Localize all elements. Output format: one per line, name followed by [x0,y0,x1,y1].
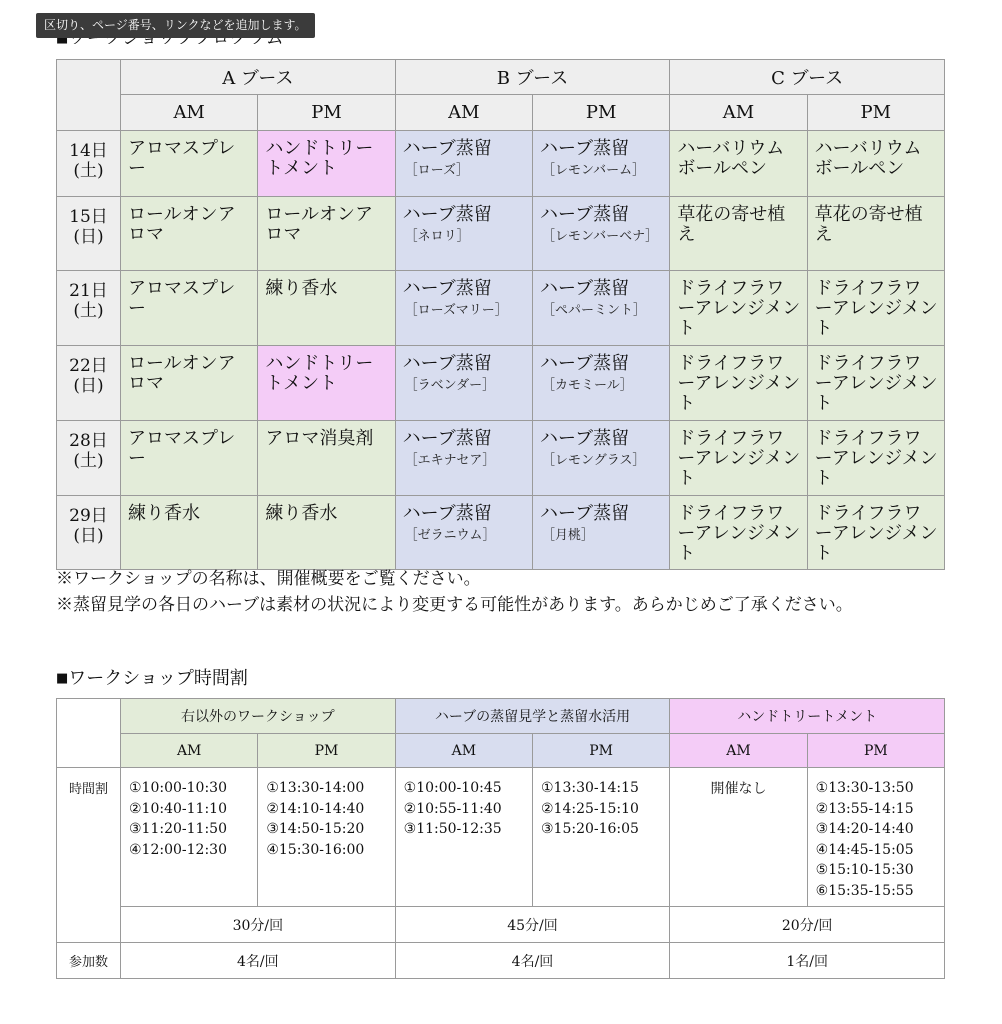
workshop-name: ハンドトリートメント [265,353,374,394]
duration-cell: 20分/回 [670,907,945,943]
square-bullet-icon: ■ [56,671,69,686]
ampm-header: PM [807,95,944,131]
time-slot: ③15:20-16:05 [540,821,639,837]
date-cell [57,496,121,570]
date-cell [57,421,121,496]
workshop-cell [670,197,807,271]
workshop-cell [670,131,807,197]
workshop-cell [395,197,532,271]
ampm-header: AM [670,95,807,131]
date-cell [57,197,121,271]
workshop-name: ハーバリウムボールペン [677,138,785,179]
schedule-row [57,421,945,496]
date-cell [57,131,121,197]
date-day: 15日 [69,207,108,227]
workshop-cell [807,271,944,346]
schedule-row [57,131,945,197]
date-day: 29日 [69,506,108,526]
workshop-cell [395,496,532,570]
workshop-name: ハーバリウムボールペン [814,138,922,179]
time-slot-cell [121,768,258,907]
workshop-name: 草花の寄せ植え [677,204,786,245]
date-cell [57,271,121,346]
time-slot: ⑤15:10-15:30 [815,862,914,878]
workshop-name: ハーブ蒸留 [539,138,630,159]
workshop-name: ハーブ蒸留 [539,428,630,449]
workshop-cell [395,346,532,421]
workshop-cell [807,346,944,421]
workshop-cell [258,131,395,197]
herb-name: ［ラベンダー］ [404,378,496,393]
workshop-cell [532,271,669,346]
workshop-name: ドライフラワーアレンジメント [677,353,801,414]
herb-name: ［ゼラニウム］ [404,528,496,543]
date-weekday: (日) [73,227,104,247]
time-slot: ⑥15:35-15:55 [815,882,914,899]
date-weekday: (日) [73,376,104,396]
duration-cell: 30分/回 [121,907,396,943]
date-day: 14日 [69,141,108,161]
capacity-cell: 1名/回 [670,943,945,979]
workshop-name: ドライフラワーアレンジメント [677,503,801,564]
time-slot: ③14:20-14:40 [815,821,914,837]
date-day: 21日 [69,281,108,301]
workshop-name: ロールオンアロマ [128,353,236,394]
workshop-name: ハーブ蒸留 [539,204,630,225]
ampm-header: AM [121,95,258,131]
workshop-name: ドライフラワーアレンジメント [814,503,938,564]
capacity-label: 参加数 [57,943,121,979]
time-slot: ②10:55-11:40 [403,800,502,817]
schedule-row [57,496,945,570]
booth-c-header: C ブース [670,60,945,95]
time-slot: ③11:50-12:35 [403,821,502,837]
time-slot-cell [532,768,669,907]
workshop-cell [807,131,944,197]
workshop-cell [532,131,669,197]
schedule-row [57,346,945,421]
ampm-header: AM [670,734,807,768]
workshop-name: アロマ消臭剤 [265,428,374,449]
workshop-name: ロールオンアロマ [265,204,373,245]
workshop-name: ハーブ蒸留 [539,353,630,374]
date-weekday: (日) [73,526,104,546]
date-weekday: (土) [73,301,104,321]
ampm-header: AM [121,734,258,768]
workshop-cell [258,346,395,421]
ampm-header: PM [807,734,944,768]
date-day: 28日 [69,431,108,451]
workshop-name: ハーブ蒸留 [402,204,492,225]
workshop-cell [121,131,258,197]
booth-b-header: B ブース [395,60,670,95]
time-slot: ②10:40-11:10 [129,800,227,817]
herb-name: ［ペパーミント］ [541,303,646,318]
ampm-header: PM [532,734,669,768]
workshop-name: ハーブ蒸留 [539,278,630,299]
workshop-name: 練り香水 [265,278,338,299]
workshop-cell [670,346,807,421]
time-slot: ②13:55-14:15 [815,800,914,817]
workshop-cell [258,496,395,570]
herb-name: ［レモングラス］ [541,453,646,468]
timetable-heading [56,664,248,690]
herb-name: ［エキナセア］ [404,453,496,468]
date-cell [57,346,121,421]
workshop-name: ハーブ蒸留 [539,503,630,524]
herb-name: ［ローズマリー］ [404,303,508,318]
ampm-header: AM [395,734,532,768]
workshop-cell [121,421,258,496]
timetable-row-label: 時間割 [57,768,121,943]
time-slot: ②14:25-15:10 [540,800,639,817]
booth-a-header: A ブース [121,60,396,95]
timetable-heading-text: ワークショップ時間割 [68,668,248,689]
workshop-name: ハーブ蒸留 [402,353,492,374]
workshop-name: ドライフラワーアレンジメント [677,428,801,489]
workshop-cell [395,131,532,197]
workshop-name: ドライフラワーアレンジメント [677,278,801,339]
group-header: ハンドトリートメント [670,699,945,734]
workshop-cell [670,271,807,346]
date-weekday: (土) [73,161,104,181]
workshop-name: ドライフラワーアレンジメント [814,278,938,339]
herb-name: ［レモンバーベナ］ [541,229,659,244]
workshop-cell [121,346,258,421]
note-herb-change: ※蒸留見学の各日のハーブは素材の状況により変更する可能性があります。あらかじめご了承ください。 [56,595,853,615]
schedule-row [57,271,945,346]
date-weekday: (土) [73,451,104,471]
corner-cell [57,60,121,131]
workshop-cell [807,421,944,496]
workshop-name: ハーブ蒸留 [402,278,492,299]
group-header: ハーブの蒸留見学と蒸留水活用 [395,699,670,734]
workshop-cell [395,271,532,346]
ampm-header: PM [258,95,395,131]
group-header: 右以外のワークショップ [121,699,396,734]
schedule-row [57,197,945,271]
time-slot-cell [807,768,944,907]
ampm-header: AM [395,95,532,131]
capacity-cell: 4名/回 [121,943,396,979]
schedule-table [56,59,945,570]
herb-name: ［レモンバーム］ [541,163,646,178]
workshop-name: ハンドトリートメント [265,138,374,179]
time-slot: ④15:30-16:00 [266,841,365,858]
workshop-name: アロマスプレー [128,138,236,179]
time-slot: ①10:00-10:30 [129,780,227,796]
tooltip: 区切り、ページ番号、リンクなどを追加します。 [36,13,315,38]
workshop-cell [532,421,669,496]
ampm-header: PM [258,734,395,768]
workshop-cell [670,421,807,496]
workshop-cell [670,496,807,570]
note-workshop-names: ※ワークショップの名称は、開催概要をご覧ください。 [56,569,481,589]
time-slot: ④12:00-12:30 [129,841,227,858]
time-slot: ③11:20-11:50 [129,821,227,837]
workshop-cell [807,197,944,271]
herb-name: ［ローズ］ [404,163,470,178]
workshop-cell [258,197,395,271]
duration-cell: 45分/回 [395,907,670,943]
workshop-name: ハーブ蒸留 [402,138,492,159]
workshop-cell [121,197,258,271]
workshop-cell [258,421,395,496]
time-slot: ②14:10-14:40 [266,800,365,817]
date-day: 22日 [69,356,108,376]
time-slot-cell [395,768,532,907]
time-slot: ①13:30-14:15 [540,780,639,796]
workshop-cell [395,421,532,496]
workshop-name: ドライフラワーアレンジメント [814,353,938,414]
time-slot: ①10:00-10:45 [403,780,502,796]
workshop-cell [121,496,258,570]
workshop-cell [121,271,258,346]
workshop-cell [532,346,669,421]
workshop-name: ロールオンアロマ [128,204,236,245]
no-session-cell: 開催なし [670,768,807,907]
time-slot: ①13:30-13:50 [815,780,914,796]
workshop-cell [258,271,395,346]
ampm-header: PM [532,95,669,131]
herb-name: ［月桃］ [541,528,594,543]
herb-name: ［カモミール］ [541,378,633,393]
workshop-name: 練り香水 [128,503,200,524]
time-slot: ③14:50-15:20 [266,821,365,837]
capacity-cell: 4名/回 [395,943,670,979]
workshop-name: アロマスプレー [128,278,236,319]
workshop-cell [532,197,669,271]
workshop-name: 練り香水 [265,503,338,524]
time-slot-cell [258,768,395,907]
workshop-cell [807,496,944,570]
time-slot: ①13:30-14:00 [266,780,365,796]
workshop-name: ドライフラワーアレンジメント [814,428,938,489]
workshop-name: ハーブ蒸留 [402,428,492,449]
workshop-cell [532,496,669,570]
timetable-table [56,698,945,979]
workshop-name: アロマスプレー [128,428,236,469]
workshop-name: 草花の寄せ植え [814,204,923,245]
workshop-name: ハーブ蒸留 [402,503,492,524]
timetable-corner [57,699,121,768]
time-slot: ④14:45-15:05 [815,841,914,858]
herb-name: ［ネロリ］ [404,229,470,244]
